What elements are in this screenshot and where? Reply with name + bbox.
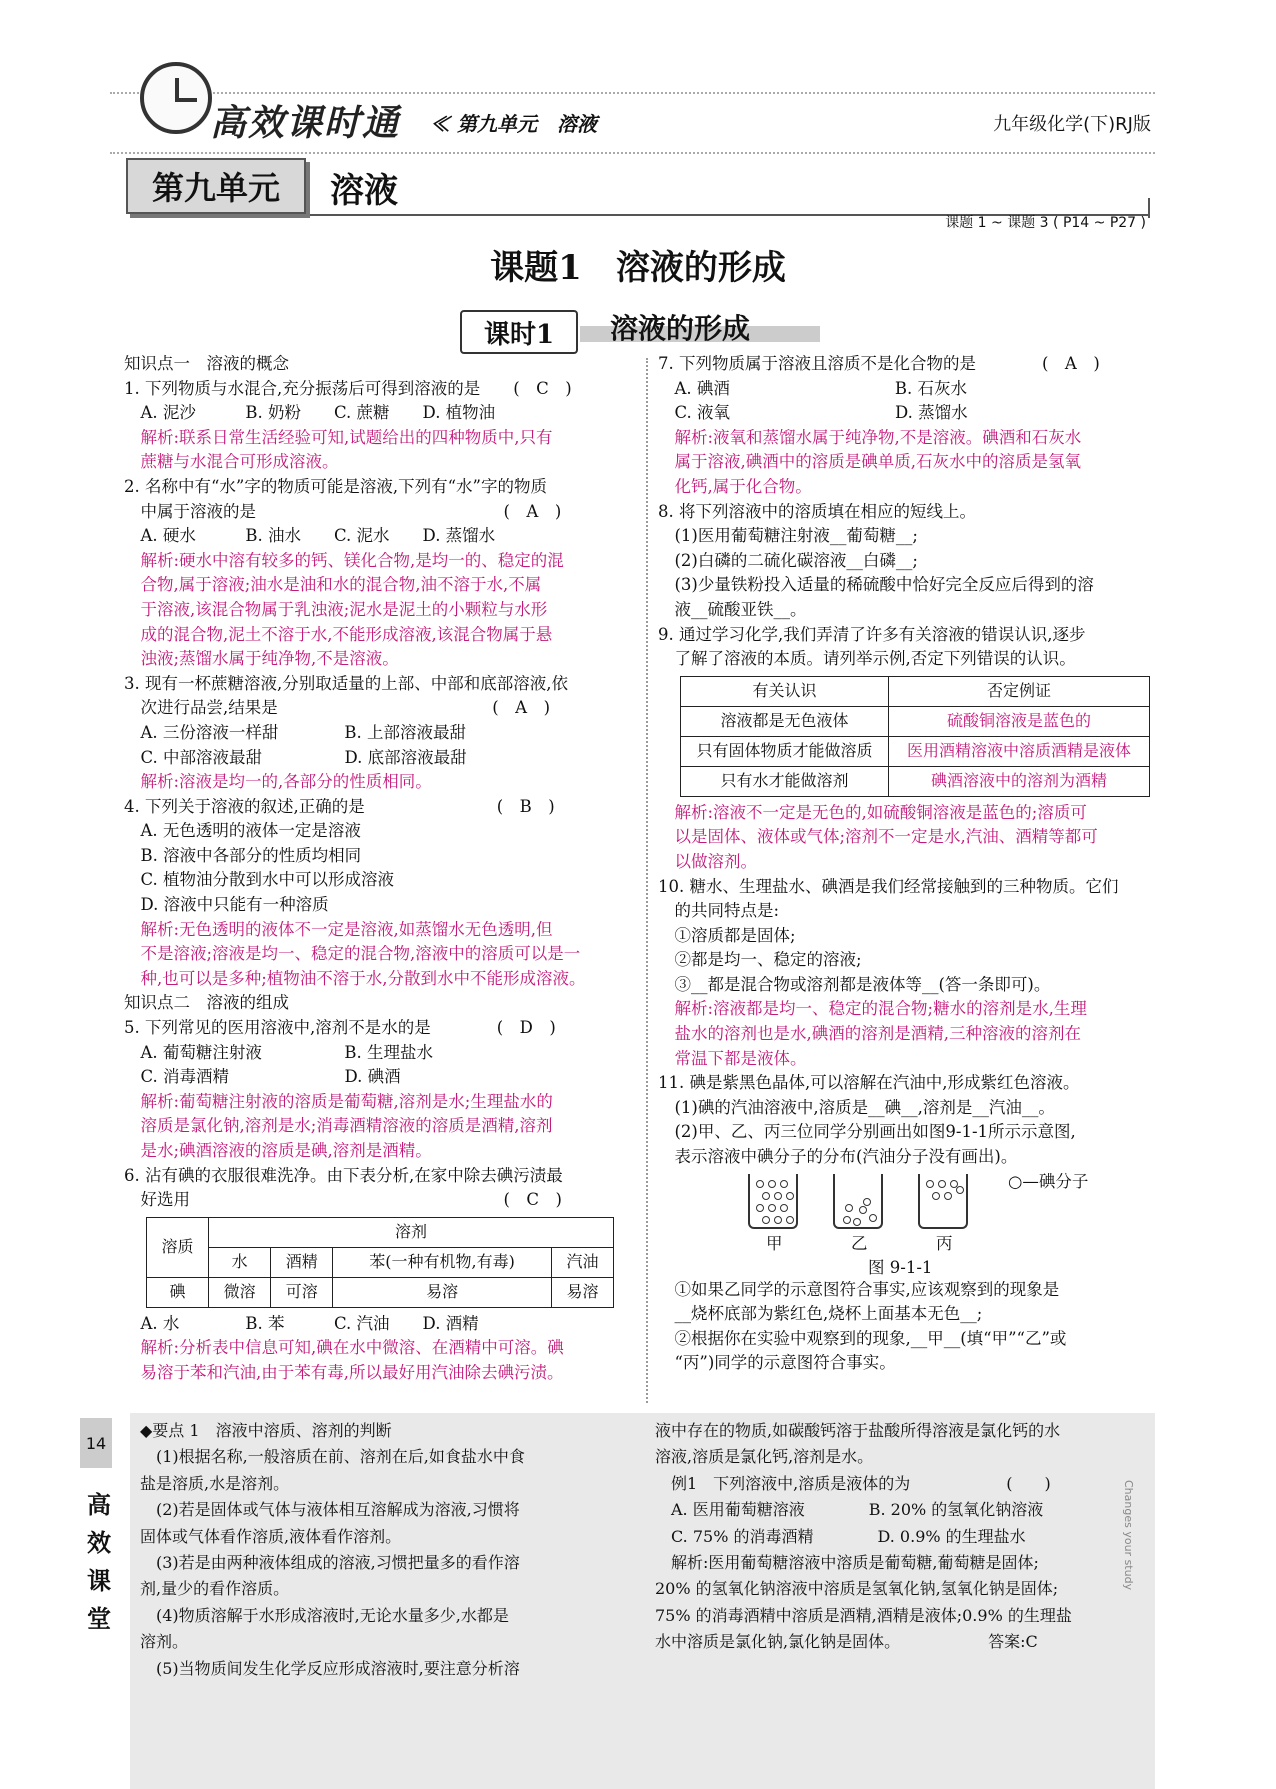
text-line: 液中存在的物质,如碳酸钙溶于盐酸所得溶液是氯化钙的水 <box>655 1421 1061 1440</box>
text-line: A. 无色透明的液体一定是溶液 <box>124 821 361 841</box>
molecule-icon <box>869 1214 877 1222</box>
text-line: 溶质是氯化钠,溶剂是水;消毒酒精溶液的溶质是酒精,溶剂 <box>124 1116 553 1136</box>
text-line: 1. 下列物质与水混合,充分振荡后可得到溶液的是 ( C ) <box>124 378 572 398</box>
molecule-icon <box>843 1216 851 1224</box>
text-line: 以做溶剂。 <box>658 851 757 871</box>
beaker-label: 丙 <box>936 1233 953 1253</box>
text-line: (1)碘的汽油溶液中,溶质是__碘__,溶剂是__汽油__。 <box>658 1097 1055 1117</box>
text-line: 解析:溶液都是均一、稳定的混合物;糖水的溶剂是水,生理 <box>658 999 1087 1019</box>
text-line: 解析:分析表中信息可知,碘在水中微溶、在酒精中可溶。碘 <box>124 1338 564 1358</box>
text-line: (4)物质溶解于水形成溶液时,无论水量多少,水都是 <box>140 1605 509 1625</box>
molecule-icon <box>756 1204 764 1212</box>
table-cell: 可溶 <box>271 1277 333 1307</box>
brand-logo: 高效课时通 <box>210 103 401 144</box>
text-line: 固体或气体看作溶质,液体看作溶剂。 <box>140 1526 402 1546</box>
molecule-icon <box>768 1180 776 1188</box>
text-line: 化钙,属于化合物。 <box>658 476 812 496</box>
table-header: 否定例证 <box>889 676 1150 706</box>
text-line: 解析:溶液是均一的,各部分的性质相同。 <box>124 772 432 792</box>
text-line: D. 溶液中只能有一种溶质 <box>124 895 329 915</box>
text-line: 次进行品尝,结果是 ( A ) <box>124 698 551 718</box>
text-line: (1)根据名称,一般溶质在前、溶剂在后,如食盐水中食 <box>140 1447 525 1467</box>
text-line: (2)白磷的二硫化碳溶液__白磷__; <box>658 550 918 570</box>
text-line: 9. 通过学习化学,我们弄清了许多有关溶液的错误认识,逐步 <box>658 624 1086 644</box>
text-line: A. 葡萄糖注射液 B. 生理盐水 <box>124 1042 434 1062</box>
text-line: 6. 沾有碘的衣服很难洗净。由下表分析,在家中除去碘污渍最 <box>124 1165 563 1185</box>
text-line: 2. 名称中有“水”字的物质可能是溶液,下列有“水”字的物质 <box>124 476 547 496</box>
table-cell: 汽油 <box>551 1247 613 1277</box>
molecule-icon <box>756 1180 764 1188</box>
text-line: A. 碘酒 B. 石灰水 <box>658 378 968 398</box>
text-line: (2)甲、乙、丙三位同学分别画出如图9-1-1所示示意图, <box>658 1122 1076 1142</box>
solubility-table <box>146 1217 614 1308</box>
text-line: (2)若是固体或气体与液体相互溶解成为溶液,习惯将 <box>140 1500 520 1520</box>
left-column <box>124 352 639 1386</box>
table-cell: 微溶 <box>209 1277 271 1307</box>
molecule-icon <box>786 1192 794 1200</box>
text-line: 水中溶质是氯化钠,氯化钠是固体。 答案:C <box>655 1632 1038 1652</box>
header-grade: 九年级化学(下)RJ版 <box>993 114 1151 135</box>
text-line: 3. 现有一杯蔗糖溶液,分别取适量的上部、中部和底部溶液,依 <box>124 673 568 693</box>
text-line: 盐是溶质,水是溶剂。 <box>140 1473 290 1493</box>
right-column <box>658 352 1178 1376</box>
molecule-icon <box>932 1192 940 1200</box>
period-title: 溶液的形成 <box>610 312 751 345</box>
text-line: 20% 的氢氧化钠溶液中溶质是氢氧化钠,氢氧化钠是固体; <box>655 1579 1059 1599</box>
beaker-label: 乙 <box>851 1233 868 1253</box>
molecule-icon <box>780 1180 788 1188</box>
text-line: ②根据你在实验中观察到的现象,__甲__(填“甲”“乙”或 <box>658 1328 1067 1348</box>
table-cell: 水 <box>209 1247 271 1277</box>
text-line: A. 水 B. 苯 C. 汽油 D. 酒精 <box>124 1313 479 1333</box>
text-line: ◆要点 1 溶液中溶质、溶剂的判断 <box>140 1421 392 1440</box>
text-line: C. 植物油分散到水中可以形成溶液 <box>124 870 395 890</box>
text-line: 8. 将下列溶液中的溶质填在相应的短线上。 <box>658 501 976 521</box>
clock-icon <box>140 62 212 134</box>
text-line: 解析:葡萄糖注射液的溶质是葡萄糖,溶剂是水;生理盐水的 <box>124 1091 553 1111</box>
figure-legend: ○—碘分子 <box>1008 1171 1089 1191</box>
text-line: 好选用 ( C ) <box>124 1190 562 1210</box>
page-number: 14 <box>80 1418 112 1468</box>
text-line: ①溶质都是固体; <box>658 925 796 945</box>
text-line: 溶剂。 <box>140 1632 189 1652</box>
table-header: 溶剂 <box>209 1217 614 1247</box>
text-line: 5. 下列常见的医用溶液中,溶剂不是水的是 ( D ) <box>124 1018 556 1038</box>
molecule-icon <box>774 1216 782 1224</box>
unit-label: 第九单元 <box>126 158 306 214</box>
text-line: A. 泥沙 B. 奶粉 C. 蔗糖 D. 植物油 <box>124 403 496 423</box>
text-line: 知识点二 溶液的组成 <box>124 993 289 1013</box>
text-line: ①如果乙同学的示意图符合事实,应该观察到的现象是 <box>658 1279 1060 1299</box>
text-line: 的共同特点是: <box>658 901 780 921</box>
table-header: 溶质 <box>147 1217 209 1277</box>
text-line: 解析:医用葡萄糖溶液中溶质是葡萄糖,葡萄糖是固体; <box>655 1552 1039 1572</box>
table-cell: 苯(一种有机物,有毒) <box>333 1247 552 1277</box>
text-line: A. 医用葡萄糖溶液 B. 20% 的氢氧化钠溶液 <box>655 1500 1044 1520</box>
text-line: 种,也可以是多种;植物油不溶于水,分散到水中不能形成溶液。 <box>124 968 586 988</box>
text-line: ②都是均一、稳定的溶液; <box>658 950 862 970</box>
molecule-icon <box>944 1192 952 1200</box>
text-line: 解析:无色透明的液体不一定是溶液,如蒸馏水无色透明,但 <box>124 919 553 939</box>
text-line: C. 消毒酒精 D. 碘酒 <box>124 1067 401 1087</box>
text-line: C. 液氧 D. 蒸馏水 <box>658 403 968 423</box>
beaker-icon <box>748 1174 798 1229</box>
text-line: 不是溶液;溶液是均一、稳定的混合物,溶液中的溶质可以是一 <box>124 944 581 964</box>
table-cell: 碘酒溶液中的溶剂为酒精 <box>889 766 1150 796</box>
molecule-icon <box>926 1180 934 1188</box>
molecule-icon <box>863 1198 871 1206</box>
text-line: 75% 的消毒酒精中溶质是酒精,酒精是液体;0.9% 的生理盐 <box>655 1605 1072 1625</box>
molecule-icon <box>762 1192 770 1200</box>
molecule-icon <box>786 1216 794 1224</box>
text-line: 常温下都是液体。 <box>658 1048 807 1068</box>
text-line: 了解了溶液的本质。请列举示例,否定下列错误的认识。 <box>658 649 1076 669</box>
molecule-icon <box>853 1218 861 1226</box>
text-line: 解析:液氧和蒸馏水属于纯净物,不是溶液。碘酒和石灰水 <box>658 427 1082 447</box>
molecule-icon <box>845 1204 853 1212</box>
text-line: 解析:硬水中溶有较多的钙、镁化合物,是均一的、稳定的混 <box>124 550 564 570</box>
side-title: 高效课堂 <box>87 1490 111 1633</box>
molecule-icon <box>774 1192 782 1200</box>
text-line: (3)若是由两种液体组成的溶液,习惯把量多的看作溶 <box>140 1552 520 1572</box>
text-line: 10. 糖水、生理盐水、碘酒是我们经常接触到的三种物质。它们 <box>658 876 1119 896</box>
text-line: 表示溶液中碘分子的分布(汽油分子没有画出)。 <box>658 1147 1018 1167</box>
key-points-right <box>655 1418 1150 1656</box>
text-line: “丙”)同学的示意图符合事实。 <box>658 1353 896 1373</box>
table-cell: 易溶 <box>333 1277 552 1307</box>
text-line: (5)当物质间发生化学反应形成溶液时,要注意分析溶 <box>140 1658 520 1678</box>
text-line: A. 三份溶液一样甜 B. 上部溶液最甜 <box>124 722 467 742</box>
text-line: 例1 下列溶液中,溶质是液体的为 ( ) <box>655 1473 1051 1493</box>
text-line: 解析:联系日常生活经验可知,试题给出的四种物质中,只有 <box>124 427 553 447</box>
text-line: 是水;碘酒溶液的溶质是碘,溶剂是酒精。 <box>124 1141 432 1160</box>
side-slogan: Changes your study <box>1122 1480 1135 1591</box>
molecule-icon <box>956 1186 964 1194</box>
text-line: 易溶于苯和汽油,由于苯有毒,所以最好用汽油除去碘污渍。 <box>124 1362 564 1382</box>
text-line: B. 溶液中各部分的性质均相同 <box>124 845 362 865</box>
molecule-icon <box>780 1204 788 1212</box>
table-cell: 易溶 <box>551 1277 613 1307</box>
table-cell: 医用酒精溶液中溶质酒精是液体 <box>889 736 1150 766</box>
lesson-range: 课题 1 ~ 课题 3 ( P14 ~ P27 ) <box>945 215 1146 231</box>
key-points-left <box>140 1418 630 1682</box>
divider <box>1148 198 1150 218</box>
text-line: 11. 碘是紫黑色晶体,可以溶解在汽油中,形成紫红色溶液。 <box>658 1073 1080 1093</box>
text-line: 浊液;蒸馏水属于纯净物,不是溶液。 <box>124 649 399 669</box>
misconception-table <box>680 676 1150 797</box>
text-line: (3)少量铁粉投入适量的稀硫酸中恰好完全反应后得到的溶 <box>658 575 1094 595</box>
lesson-title: 课题1 溶液的形成 <box>490 248 786 288</box>
text-line: 溶液,溶质是氯化钙,溶剂是水。 <box>655 1447 874 1467</box>
text-line: 蔗糖与水混合可形成溶液。 <box>124 452 339 472</box>
beaker-icon <box>918 1174 968 1229</box>
molecule-icon <box>859 1206 867 1214</box>
beaker-icon <box>833 1174 883 1229</box>
text-line: 中属于溶液的是 ( A ) <box>124 501 562 521</box>
text-line: (1)医用葡萄糖注射液__葡萄糖__; <box>658 526 918 546</box>
beaker-label: 甲 <box>766 1233 783 1253</box>
text-line: C. 75% 的消毒酒精 D. 0.9% 的生理盐水 <box>655 1526 1026 1546</box>
text-line: A. 硬水 B. 油水 C. 泥水 D. 蒸馏水 <box>124 526 496 546</box>
table-cell: 酒精 <box>271 1247 333 1277</box>
table-cell: 溶液都是无色液体 <box>681 706 889 736</box>
text-line: ③__都是混合物或溶剂都是液体等__(答一条即可)。 <box>658 974 1051 994</box>
beaker-figure <box>748 1170 1178 1278</box>
figure-caption: 图 9-1-1 <box>868 1257 933 1277</box>
molecule-icon <box>938 1180 946 1188</box>
table-cell: 只有固体物质才能做溶质 <box>681 736 889 766</box>
text-line: __烧杯底部为紫红色,烧杯上面基本无色__; <box>658 1304 983 1324</box>
table-header: 有关认识 <box>681 676 889 706</box>
text-line: 液__硫酸亚铁__。 <box>658 599 807 619</box>
table-cell: 碘 <box>147 1277 209 1307</box>
text-line: 剂,量少的看作溶质。 <box>140 1579 290 1599</box>
table-cell: 只有水才能做溶剂 <box>681 766 889 796</box>
molecule-icon <box>768 1204 776 1212</box>
text-line: 成的混合物,泥土不溶于水,不能形成溶液,该混合物属于悬 <box>124 624 553 644</box>
text-line: 于溶液,该混合物属于乳浊液;泥水是泥土的小颗粒与水形 <box>124 599 548 619</box>
text-line: 4. 下列关于溶液的叙述,正确的是 ( B ) <box>124 796 555 816</box>
period-label: 课时1 <box>460 310 578 354</box>
text-line: 合物,属于溶液;油水是油和水的混合物,油不溶于水,不属 <box>124 575 542 595</box>
unit-title: 溶液 <box>330 171 398 211</box>
text-line: 以是固体、液体或气体;溶剂不一定是水,汽油、酒精等都可 <box>658 827 1098 847</box>
text-line: 盐水的溶剂也是水,碘酒的溶剂是酒精,三种溶液的溶剂在 <box>658 1024 1081 1044</box>
text-line: C. 中部溶液最甜 D. 底部溶液最甜 <box>124 747 467 767</box>
text-line: 属于溶液,碘酒中的溶质是碘单质,石灰水中的溶质是氢氧 <box>658 452 1081 472</box>
molecule-icon <box>762 1216 770 1224</box>
text-line: 解析:溶液不一定是无色的,如硫酸铜溶液是蓝色的;溶质可 <box>658 802 1087 822</box>
text-line: 7. 下列物质属于溶液且溶质不是化合物的是 ( A ) <box>658 354 1100 373</box>
text-line: 知识点一 溶液的概念 <box>124 354 289 373</box>
header-unit: ≪ 第九单元 溶液 <box>430 112 597 136</box>
column-divider <box>646 358 648 1403</box>
table-cell: 硫酸铜溶液是蓝色的 <box>889 706 1150 736</box>
